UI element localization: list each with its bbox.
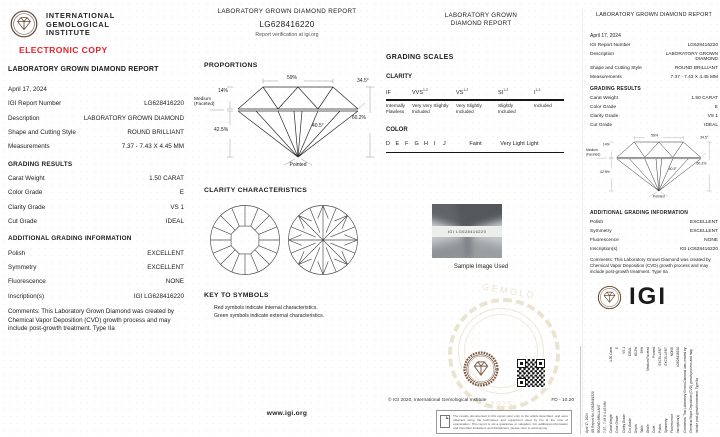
stub-rotated-text <box>584 347 716 433</box>
org-line: GEMOLOGICAL <box>46 19 110 29</box>
clarity-description: Internally Flawless <box>386 103 406 114</box>
total-depth-label: 60.2% <box>351 114 366 121</box>
detail-label: IGI Report Number <box>8 100 62 108</box>
girdle-label: Medium (Faceted) <box>194 96 215 108</box>
color-range: Light <box>526 141 539 148</box>
clarity-plot-pavilion <box>289 205 358 274</box>
detail-row: Description LABORATORY GROWN DIAMOND <box>590 51 718 63</box>
divider-line <box>386 152 564 153</box>
report-date: April 17, 2024 <box>590 33 621 39</box>
detail-value: NONE <box>165 278 184 286</box>
color-range: Very Light <box>500 141 525 148</box>
watermark-text: GEMOLO <box>481 281 537 301</box>
detail-row: Measurements 7.37 - 7.43 X 4.45 MM <box>590 75 718 81</box>
stub-line: Comments: This Laboratory Grown Diamond was created by Chemical Vapor Deposition (CVD) growth process and may include post-growth treatment. Type IIa <box>682 347 699 433</box>
proportions-diagram <box>194 74 378 173</box>
color-letter: H <box>424 141 428 148</box>
additional-info-title: ADDITIONAL GRADING INFORMATION <box>8 235 132 243</box>
qr-code <box>516 358 546 388</box>
additional-rows <box>590 220 718 253</box>
key-line: Red symbols indicate internal characteristics. <box>214 304 318 311</box>
comments-label: Comments: <box>8 308 40 316</box>
clarity-description: Slightly Included <box>498 103 516 114</box>
detail-label: Symmetry <box>8 263 37 271</box>
electronic-copy-label: ELECTRONIC COPY <box>19 45 108 55</box>
detail-row <box>8 293 184 300</box>
detail-row <box>8 175 184 182</box>
clarity-plot-crown <box>211 205 280 274</box>
detail-value: ROUND BRILLIANT <box>127 129 184 137</box>
disclaimer-text: The results documented in this report refer only to the article described, and were obtained using the techniques and equipment used by IGI at the time of examination. This report is not a guarantee or valuation. For additional information and important limitations and disclaimers, please refer to www.igi.org. <box>453 413 568 431</box>
detail-row: IGI Report Number LG628416220 <box>590 42 718 48</box>
igi-seal-icon <box>8 8 40 40</box>
detail-row <box>8 189 184 196</box>
grading-rows <box>8 175 184 226</box>
igi-logo <box>596 283 718 311</box>
copyright-text: © IGI 2020, International Gemological Institute <box>388 398 487 403</box>
detail-row: Symmetry EXCELLENT <box>590 229 718 235</box>
key-line: Green symbols indicate external characteristics. <box>214 312 325 319</box>
comments: Comments: This Laboratory Grown Diamond was created by Chemical Vapor Deposition (CVD) growth process and may include post-growth treatment. Type IIa <box>590 256 711 274</box>
detail-label: Inscription(s) <box>8 292 45 300</box>
detail-row <box>8 218 184 225</box>
detail-row: Carat Weight 1.50 CARAT <box>590 95 718 101</box>
crown-angle-label: 34.5° <box>357 77 369 84</box>
key-to-symbols-text <box>214 304 384 320</box>
disclaimer-box <box>436 410 572 434</box>
pavilion-depth-label: 42.5% <box>214 126 229 133</box>
stub-line: Culet Pointed <box>652 347 657 433</box>
additional-rows <box>8 250 184 301</box>
stub-line: April 17, 2024 <box>585 413 589 433</box>
detail-value: LG628416220 <box>144 100 184 108</box>
detachable-stub <box>584 346 716 434</box>
sample-caption: Sample Image Used <box>453 264 509 270</box>
clarity-grade: $I^{1-3}$ <box>534 88 541 96</box>
panel-summary-right <box>585 8 718 433</box>
stub-line: ROUND BRILLIANT <box>597 404 602 433</box>
crown-height-label: 14% <box>218 87 229 94</box>
comments-text: This Laboratory Grown Diamond was created by Chemical Vapor Deposition (CVD) growth process and may include post-growth treatment. Type IIa <box>8 308 174 333</box>
stub-line: Color Grade E <box>615 347 620 433</box>
color-letter: I <box>433 141 436 148</box>
panel3-header: LABORATORY GROWN DIAMOND REPORT <box>444 12 518 27</box>
panel4-header: LABORATORY GROWN DIAMOND REPORT <box>596 12 712 18</box>
inscription-text: IGI LG628416220 <box>447 229 487 234</box>
detail-row <box>8 264 184 271</box>
detail-row: Fluorescence NONE <box>590 238 718 244</box>
stub-line: Depth 60.2% <box>633 347 638 433</box>
clarity-description: Very Slightly Included <box>456 103 482 114</box>
detail-row <box>8 115 184 122</box>
color-letter: F <box>405 141 409 148</box>
detail-row: Color Grade E <box>590 104 718 110</box>
report-date: April 17, 2024 <box>8 86 47 93</box>
clarity-description: Included <box>534 103 552 109</box>
detail-value: EXCELLENT <box>147 263 184 271</box>
detail-label: Fluorescence <box>8 278 46 286</box>
clarity-characteristics-title: CLARITY CHARACTERISTICS <box>204 186 308 194</box>
table-percent-label: 59% <box>286 74 297 81</box>
detail-row <box>8 100 184 107</box>
detail-label: Shape and Cutting Style <box>8 129 76 137</box>
clarity-desc-row <box>386 103 564 114</box>
watermark-year: 1925 <box>490 400 514 409</box>
detail-label: Carat Weight <box>8 174 45 182</box>
org-line: INSTITUTE <box>46 28 91 38</box>
stub-line: Carat Weight 1.50 Carat <box>609 347 614 433</box>
detail-value: VS 1 <box>170 203 184 211</box>
stub-line: 7.37 - 7.43 X 4.45 MM <box>603 401 608 433</box>
detail-label: Color Grade <box>8 189 43 197</box>
detail-value: E <box>179 189 184 197</box>
panel-grading-scales <box>386 8 576 432</box>
info-rows <box>8 100 184 151</box>
stub-divider <box>580 346 581 434</box>
detail-label: Cut Grade <box>8 218 38 226</box>
verification-note: Report verification at igi.org <box>255 31 319 38</box>
color-scale-title: COLOR <box>386 127 408 134</box>
panel3-content <box>386 12 576 436</box>
stub-line: Cut Grade IDEAL <box>627 347 632 433</box>
color-scale-row <box>386 141 564 147</box>
stub-line: Inscription(s) LG628416220 <box>676 347 681 433</box>
brand-header <box>8 8 184 40</box>
detail-value: LABORATORY GROWN DIAMOND <box>83 114 184 122</box>
detail-value: 1.50 CARAT <box>149 174 184 182</box>
detail-row: Cut Grade IDEAL <box>590 122 718 128</box>
color-letters <box>386 141 453 147</box>
detail-row: Shape and Cutting Style ROUND BRILLIANT <box>590 66 718 72</box>
stub-line: Polish EXCELLENT <box>658 347 663 433</box>
pavilion-angle-label: 40.5° <box>312 122 324 129</box>
sample-photo <box>432 204 502 258</box>
clarity-grade-row <box>386 88 564 96</box>
girdle-inscription-band <box>432 226 502 237</box>
detail-row <box>8 250 184 257</box>
clarity-grade: SI$^{1-2}$ <box>498 88 509 96</box>
panel-proportions <box>190 8 384 432</box>
website-url: www.igi.org <box>266 410 308 417</box>
panel2-header <box>190 8 384 38</box>
detail-row <box>8 204 184 211</box>
form-code: FD - 10.20 <box>551 398 574 403</box>
stub-line: Table 59% <box>639 347 644 433</box>
org-name <box>46 8 115 38</box>
detail-label: Measurements <box>8 143 50 151</box>
detail-label: Clarity Grade <box>8 203 46 211</box>
clarity-description: Very Very Slightly Included <box>412 103 449 114</box>
detail-value: 7.37 - 7.43 X 4.45 MM <box>121 143 184 151</box>
detail-value: IGI LG628416220 <box>133 292 184 300</box>
stub-line: Clarity Grade VS 1 <box>621 347 626 433</box>
detail-row <box>8 143 184 150</box>
igi-stamp-seal-icon <box>462 350 500 388</box>
culet-label: Pointed <box>289 161 307 168</box>
org-line: INTERNATIONAL <box>46 11 115 20</box>
detail-row <box>8 278 184 285</box>
clarity-grade: VVS$^{1-2}$ <box>412 88 428 96</box>
mini-proportions-wrap <box>586 135 718 205</box>
grading-scales-title: GRADING SCALES <box>386 54 454 61</box>
clarity-grade: IF <box>386 89 391 96</box>
detail-row: Clarity Grade VS 1 <box>590 113 718 119</box>
report-title: LABORATORY GROWN DIAMOND REPORT <box>217 8 357 15</box>
igi-wordmark: IGI <box>629 283 668 311</box>
comments <box>8 308 184 334</box>
color-letter: J <box>443 141 446 148</box>
panel-divider <box>582 8 583 428</box>
detail-row: Inscription(s) IGI LG628416220 <box>590 247 718 253</box>
stub-line: Girdle Medium Faceted <box>645 347 650 433</box>
panel-report-left <box>8 8 184 334</box>
report-title: LABORATORY GROWN DIAMOND REPORT <box>8 66 159 73</box>
document-icon <box>440 415 450 428</box>
clarity-grade: VS$^{1-2}$ <box>456 88 469 96</box>
key-to-symbols-title: KEY TO SYMBOLS <box>204 291 269 299</box>
color-range: Faint <box>469 141 482 148</box>
grading-results-title: GRADING RESULTS <box>590 85 641 92</box>
detail-row <box>8 129 184 136</box>
proportions-diagram-small: 59% 34.5° 14% Medium (Faceted) 42.5% 40.5° 60.2% Pointed <box>586 135 715 202</box>
additional-info-title: ADDITIONAL GRADING INFORMATION <box>590 210 689 217</box>
footer-row <box>388 398 574 403</box>
detail-label: Polish <box>8 249 26 257</box>
color-letter: G <box>414 141 419 148</box>
stub-line: Symmetry EXCELLENT <box>664 347 669 433</box>
stub-line: IGI Report No. LG628416220 <box>591 391 596 433</box>
grading-results-title: GRADING RESULTS <box>8 160 73 168</box>
igi-seal-icon <box>596 284 623 311</box>
report-number: LG628416220 <box>259 20 315 29</box>
clarity-scale-title: CLARITY <box>386 74 412 80</box>
color-letter: E <box>395 141 400 148</box>
detail-row: Polish EXCELLENT <box>590 219 718 225</box>
color-letter: D <box>386 141 390 148</box>
grading-rows <box>590 96 718 129</box>
divider-line <box>386 99 564 100</box>
clarity-plot-diagrams <box>206 202 366 278</box>
detail-value: IDEAL <box>165 218 184 226</box>
stub-line: Fluorescence NONE <box>670 347 675 433</box>
detail-label: Description <box>8 114 40 122</box>
info-rows <box>590 43 718 81</box>
detail-value: EXCELLENT <box>147 249 184 257</box>
proportions-title: PROPORTIONS <box>204 61 258 69</box>
